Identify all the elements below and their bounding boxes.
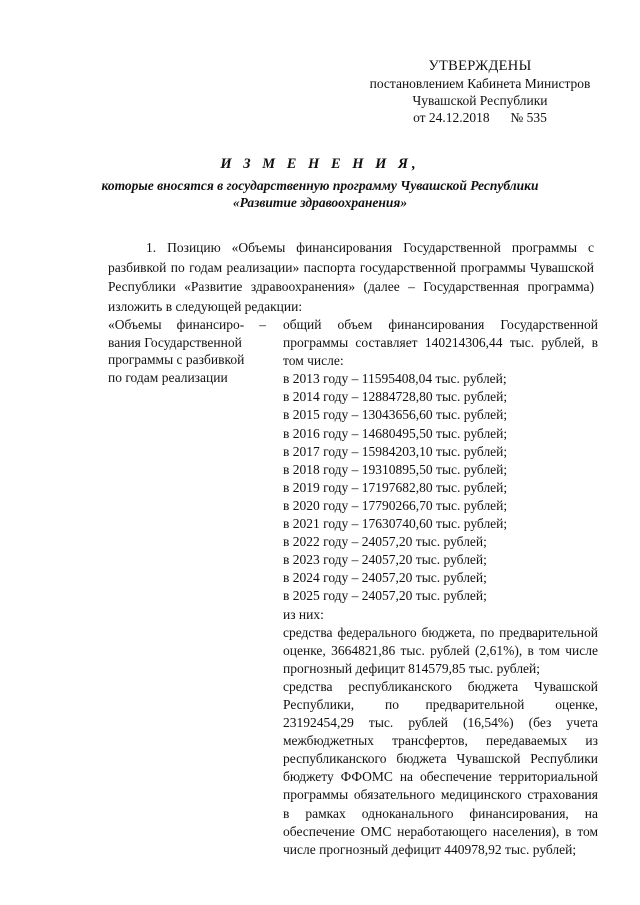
year-item: в 2016 году – 14680495,50 тыс. рублей; xyxy=(283,425,508,441)
year-item: в 2023 году – 24057,20 тыс. рублей; xyxy=(283,552,487,568)
year-item: в 2015 году – 13043656,60 тыс. рублей; xyxy=(283,407,508,423)
approval-number: № 535 xyxy=(510,110,547,125)
approval-date-line xyxy=(360,109,600,126)
approval-title: УТВЕРЖДЕНЫ xyxy=(428,58,532,74)
table-right-column xyxy=(283,316,598,859)
republic-budget-line-2: Республики, по предварительной оценке, xyxy=(283,696,598,712)
year-item: в 2018 году – 19310895,50 тыс. рублей; xyxy=(283,461,508,477)
table-left-column xyxy=(108,316,266,386)
year-item: в 2025 году – 24057,20 тыс. рублей; xyxy=(283,588,487,604)
approval-line-2: Чувашской Республики xyxy=(412,93,548,108)
heading-line-1: которые вносятся в государственную программу Чувашской Республики xyxy=(101,178,539,193)
document-heading xyxy=(80,156,560,211)
year-item: в 2017 году – 15984203,10 тыс. рублей; xyxy=(283,443,508,459)
year-item: в 2022 году – 24057,20 тыс. рублей; xyxy=(283,534,487,550)
heading-line-2: «Развитие здравоохранения» xyxy=(232,195,408,210)
left-dash: – xyxy=(259,317,266,332)
heading-title: И З М Е Н Е Н И Я, xyxy=(220,156,420,172)
approval-block xyxy=(360,58,600,126)
left-line-2: вания Государственной xyxy=(108,334,242,350)
federal-budget-text: средства федерального бюджета, по предварительной оценке, 3664821,86 тыс. рублей (2,61%), в том числе прогнозный дефицит 814579,85 тыс. рублей; xyxy=(283,624,598,676)
left-line-4: по годам реализации xyxy=(108,369,228,385)
year-item: в 2024 году – 24057,20 тыс. рублей; xyxy=(283,570,487,586)
year-item: в 2019 году – 17197682,80 тыс. рублей; xyxy=(283,479,508,495)
of-them-label: из них: xyxy=(283,606,324,622)
republic-budget-text: 23192454,29 тыс. рублей (16,54%) (без учета межбюджетных трансфертов, передаваемых из республиканского бюджета Чувашской Республики бюджету ФФОМС на обеспечение территориальной программы обязательного медицинского страхования в рамках одноканального финансирования, на обеспечение ОМС неработающего населения), в том числе прогнозный дефицит 440978,92 тыс. рублей; xyxy=(283,715,598,857)
left-line-3: программы с разбивкой xyxy=(108,352,245,367)
year-item: в 2013 году – 11595408,04 тыс. рублей; xyxy=(283,371,507,387)
date-prefix: от xyxy=(413,110,426,125)
year-item: в 2021 году – 17630740,60 тыс. рублей; xyxy=(283,516,508,532)
left-word-2: финансиро- xyxy=(176,317,245,332)
total-financing: общий объем финансирования Государственной программы составляет 140214306,44 тыс. рублей, в том числе: xyxy=(283,317,598,369)
left-word-1: «Объемы xyxy=(108,317,162,332)
approval-line-1: постановлением Кабинета Министров xyxy=(369,76,591,91)
year-item: в 2020 году – 17790266,70 тыс. рублей; xyxy=(283,497,508,513)
paragraph-1: 1. Позицию «Объемы финансирования Государственной программы с разбивкой по годам реализации» паспорта государственной программы Чувашской Республики «Развитие здравоохранения» (далее – Государственная программа) изложить в следующей редакции: xyxy=(108,240,594,314)
left-first-row xyxy=(108,316,266,334)
approval-date: 24.12.2018 xyxy=(428,110,490,125)
republic-budget-line-1: средства республиканского бюджета Чувашской xyxy=(283,678,598,694)
year-item: в 2014 году – 12884728,80 тыс. рублей; xyxy=(283,389,508,405)
